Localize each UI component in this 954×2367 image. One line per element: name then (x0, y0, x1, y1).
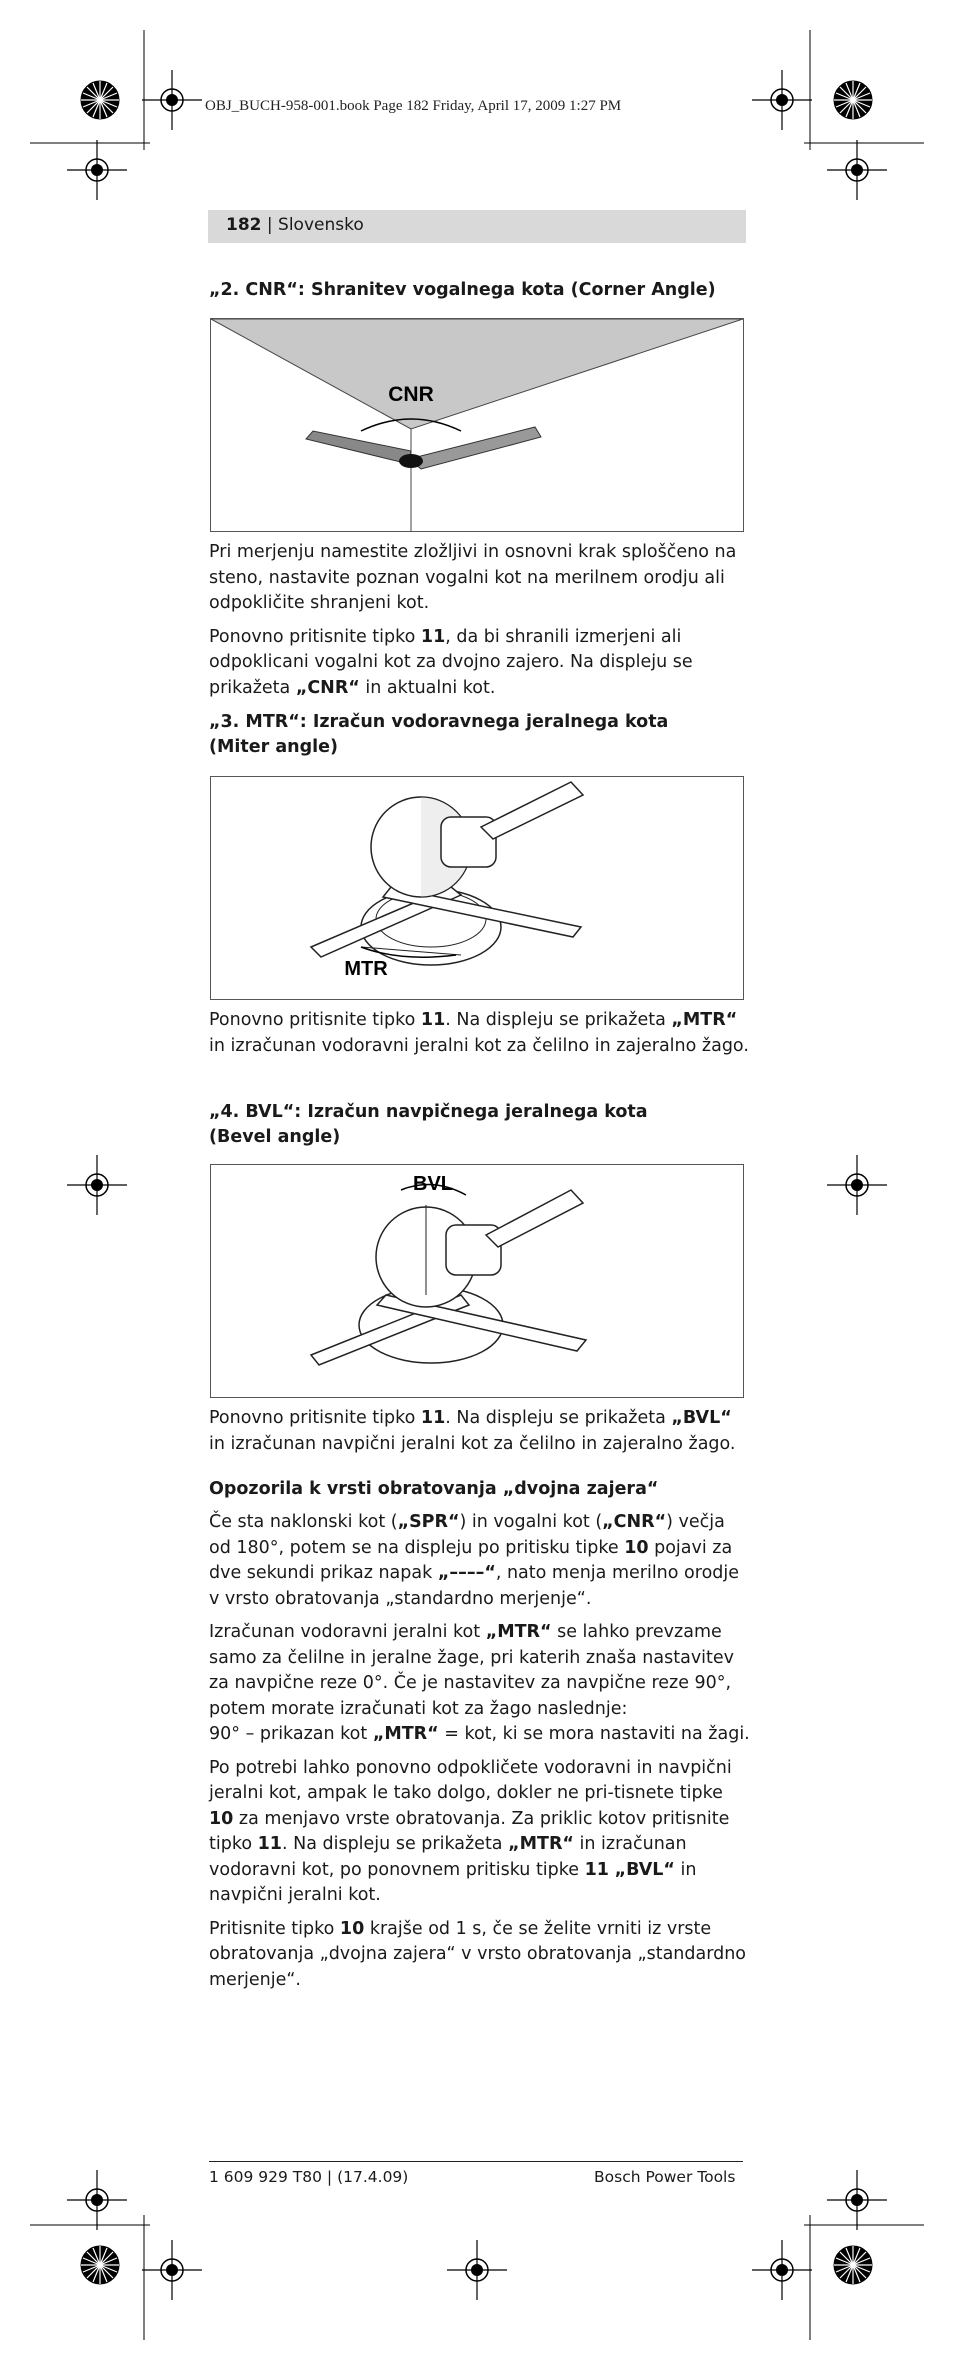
footer-rule (209, 2161, 743, 2162)
section-bvl-text: Ponovno pritisnite tipko 11. Na displeju se prikažeta „BVL“ in izračunan navpični jeralni kot za čelilno in zajeralno žago. (209, 1408, 736, 1454)
heading-notes: Opozorila k vrsti obratovanja „dvojna zajera“ (209, 1479, 659, 1499)
figure-cnr (210, 318, 744, 532)
language-label: Slovensko (278, 215, 364, 235)
figure-bvl (210, 1164, 744, 1398)
figure-mtr-label: MTR (344, 958, 388, 980)
figure-bvl-label: BVL (413, 1173, 453, 1195)
heading-cnr: „2. CNR“: Shranitev vogalnega kota (Corner Angle) (209, 280, 716, 300)
page-header: 182 | Slovensko (226, 215, 364, 235)
figure-mtr (210, 776, 744, 1000)
heading-mtr: „3. MTR“: Izračun vodoravnega jeralnega kota (Miter angle) (209, 712, 669, 757)
footer-doc-number: 1 609 929 T80 | (17.4.09) (209, 2168, 409, 2186)
section-mtr-text: Ponovno pritisnite tipko 11. Na displeju se prikažeta „MTR“ in izračunan vodoravni jeralni kot za čelilno in zajeralno žago. (209, 1010, 749, 1056)
footer-brand: Bosch Power Tools (594, 2168, 736, 2186)
print-slug: OBJ_BUCH-958-001.book Page 182 Friday, April 17, 2009 1:27 PM (205, 98, 622, 114)
section-cnr-text: Pri merjenju namestite zložljivi in osnovni krak sploščeno na steno, nastavite poznan vogalni kot na merilnem orodju ali odpokličite shranjeni kot. Ponovno pritisnite tipko 11, da bi shranili izmerjeni ali odpoklicani vogalni kot za dvojno zajero. Na displeju se prikažeta „CNR“ in aktualni kot. (209, 542, 737, 698)
heading-bvl: „4. BVL“: Izračun navpičnega jeralnega kota (Bevel angle) (209, 1102, 648, 1147)
figure-cnr-label: CNR (388, 383, 434, 406)
page-number: 182 (226, 215, 262, 235)
notes-text: Če sta naklonski kot („SPR“) in vogalni kot („CNR“) večja od 180°, potem se na displeju po pritisku tipke 10 pojavi za dve sekundi prikaz napak „––––“, nato menja merilno orodje v vrsto obratovanja „standardno merjenje“. Izračunan vodoravni jeralni kot „MTR“ se lahko prevzame samo za čelilne in jeralne žage, pri katerih znaša nastavitev za navpične reze 0°. Če je nastavitev za navpične reze 90°, potem morate izračunati kot za žago naslednje: 90° – prikazan kot „MTR“ = kot, ki se mora nastaviti na žagi. Po potrebi lahko ponovno odpokličete vodoravni in navpični jeralni kot, ampak le tako dolgo, dokler ne pri-tisnete tipke 10 za menjavo vrste obratovanja. Za priklic kotov pritisnite tipko 11. Na displeju se prikažeta „MTR“ in izračunan vodoravni kot, po ponovnem pritisku tipke 11 „BVL“ in navpični jeralni kot. Pritisnite tipko 10 krajše od 1 s, če se želite vrniti iz vrste obratovanja „dvojna zajera“ v vrsto obratovanja „standardno merjenje“. (209, 1512, 750, 1990)
